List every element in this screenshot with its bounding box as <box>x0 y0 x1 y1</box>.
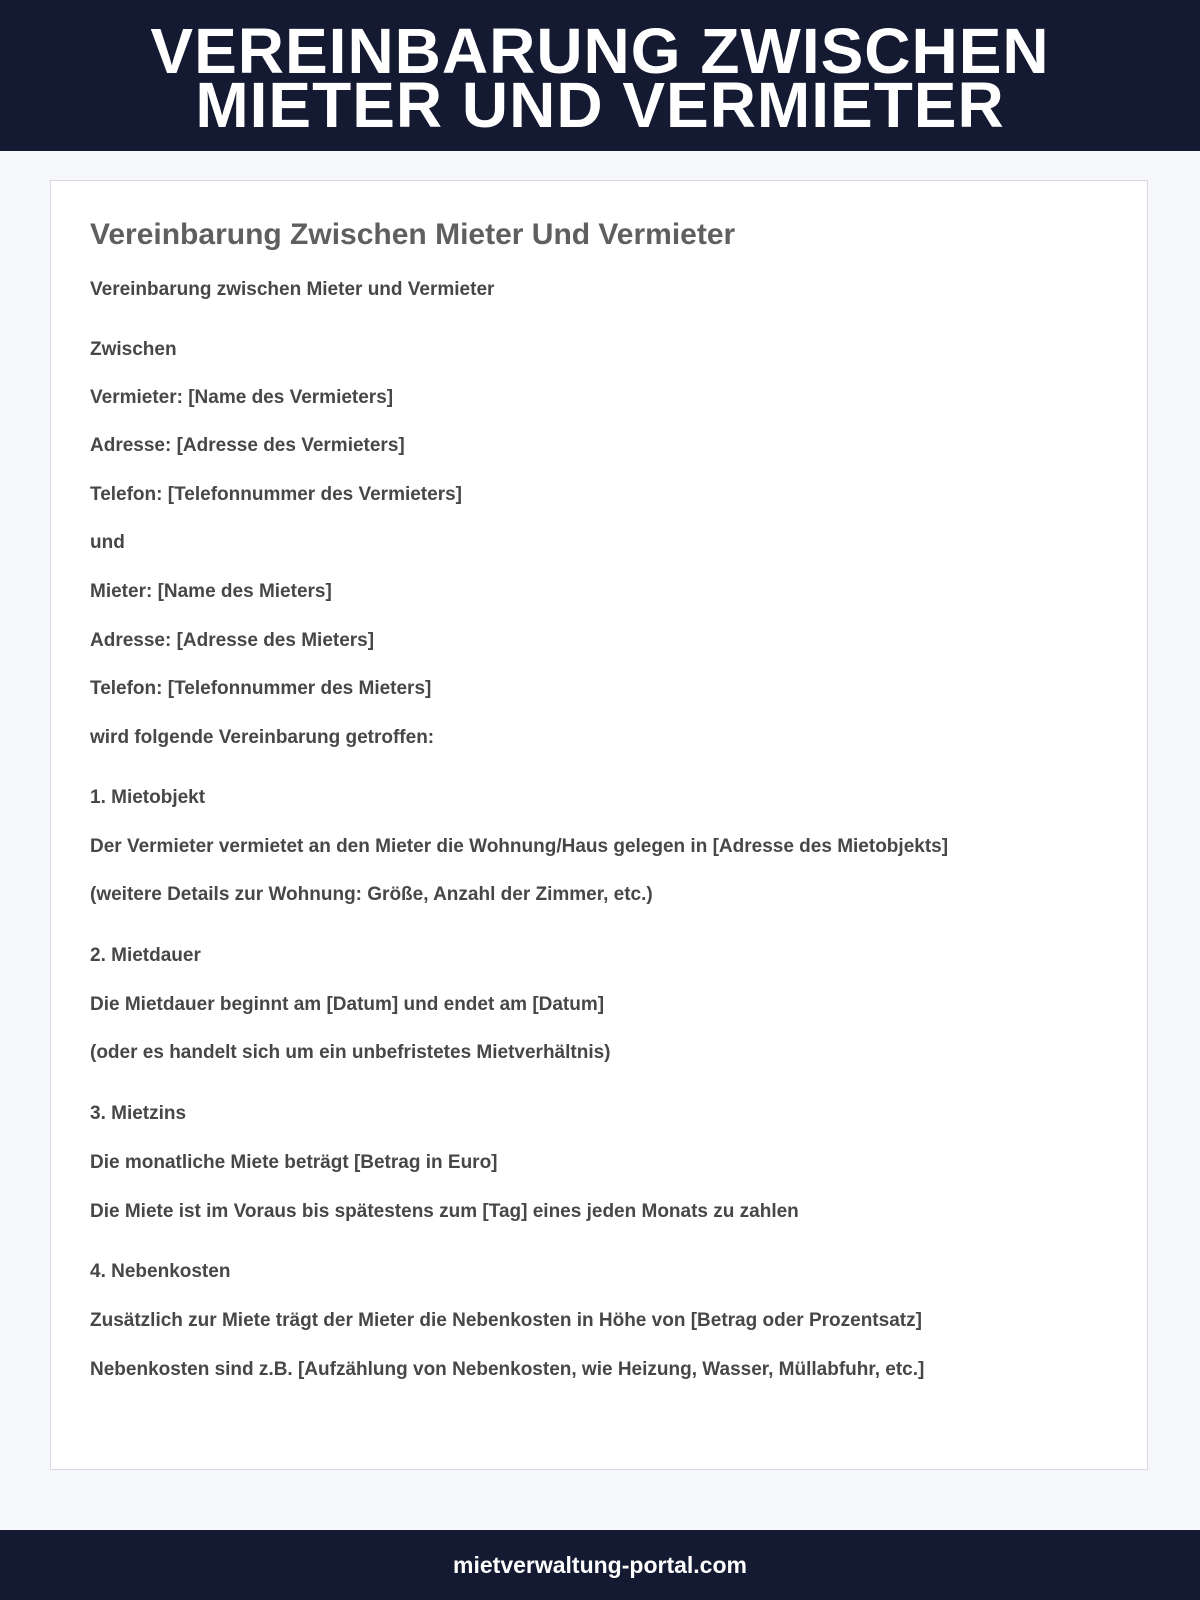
section-heading: 3. Mietzins <box>90 1103 187 1124</box>
section-line: Zusätzlich zur Miete trägt der Mieter die Nebenkosten in Höhe von [Betrag oder Prozentsatz] <box>90 1310 922 1331</box>
section-line: Die monatliche Miete beträgt [Betrag in Euro] <box>90 1152 498 1173</box>
header-title-line-1: VEREINBARUNG ZWISCHEN <box>150 14 1050 87</box>
document-card <box>50 180 1148 1470</box>
party-line: Zwischen <box>90 339 177 360</box>
section-line: Nebenkosten sind z.B. [Aufzählung von Nebenkosten, wie Heizung, Wasser, Müllabfuhr, etc.] <box>90 1359 925 1380</box>
section-line: (weitere Details zur Wohnung: Größe, Anzahl der Zimmer, etc.) <box>90 884 653 905</box>
party-line: Mieter: [Name des Mieters] <box>90 581 332 602</box>
section-heading: 1. Mietobjekt <box>90 787 206 808</box>
header-title-line-2: MIETER UND VERMIETER <box>195 68 1005 141</box>
document-title: Vereinbarung Zwischen Mieter Und Vermieter <box>90 218 736 251</box>
party-line: wird folgende Vereinbarung getroffen: <box>90 727 435 748</box>
party-line: Adresse: [Adresse des Mieters] <box>90 630 375 651</box>
section-line: (oder es handelt sich um ein unbefristetes Mietverhältnis) <box>90 1042 611 1063</box>
party-line: Vermieter: [Name des Vermieters] <box>90 387 394 408</box>
header-title <box>150 14 1050 141</box>
page-footer <box>0 1530 1200 1600</box>
party-line: Telefon: [Telefonnummer des Mieters] <box>90 678 432 699</box>
section-line: Die Mietdauer beginnt am [Datum] und endet am [Datum] <box>90 994 605 1015</box>
party-line: Adresse: [Adresse des Vermieters] <box>90 435 405 456</box>
section-line: Der Vermieter vermietet an den Mieter die Wohnung/Haus gelegen in [Adresse des Mietobjekts] <box>90 836 949 857</box>
page-header <box>0 0 1200 151</box>
section-heading: 2. Mietdauer <box>90 945 201 966</box>
section-line: Die Miete ist im Voraus bis spätestens zum [Tag] eines jeden Monats zu zahlen <box>90 1201 799 1222</box>
document-subtitle: Vereinbarung zwischen Mieter und Vermieter <box>90 279 495 300</box>
footer-site-link[interactable]: mietverwaltung-portal.com <box>453 1551 747 1578</box>
party-line: Telefon: [Telefonnummer des Vermieters] <box>90 484 462 505</box>
section-heading: 4. Nebenkosten <box>90 1261 231 1282</box>
party-line: und <box>90 532 125 553</box>
